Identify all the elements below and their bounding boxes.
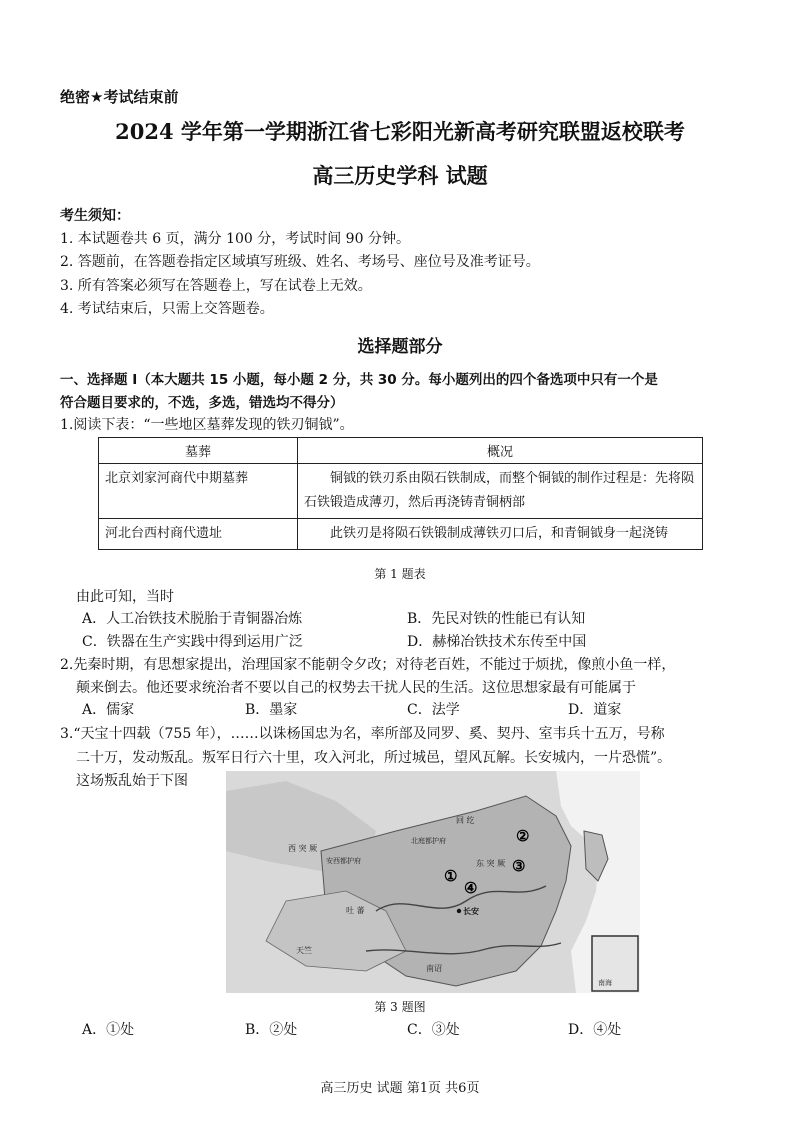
label-west-turk: 西 突 厥 — [288, 844, 318, 853]
option-b[interactable]: B．墨家 — [245, 702, 298, 718]
notice-item: 3. 所有答案必须写在答题卷上，写在试卷上无效。 — [60, 278, 372, 294]
table-header-row — [99, 438, 703, 464]
label-huihe: 回 纥 — [456, 816, 475, 825]
label-tufan: 吐 蕃 — [346, 906, 365, 915]
q2-stem-cont: 颠来倒去。他还要求统治者不要以自己的权势去干扰人民的生活。这位思想家最有可能属于 — [76, 680, 636, 696]
q3-caption: 第 3 题图 — [374, 1000, 426, 1014]
option-d[interactable]: D．④处 — [568, 1022, 622, 1038]
label-anxi: 安西都护府 — [326, 857, 361, 865]
confidential-label: 绝密★考试结束前 — [60, 88, 179, 106]
section-instruction-cont: 符合题目要求的，不选，多选，错选均不得分） — [60, 395, 344, 411]
option-d[interactable]: D．赫梯冶铁技术东传至中国 — [407, 634, 587, 650]
label-beiting: 北庭都护府 — [411, 837, 446, 845]
marker-1: ① — [444, 867, 458, 885]
table-cell: 北京刘家河商代中期墓葬 — [99, 464, 298, 519]
option-b[interactable]: B．先民对铁的性能已有认知 — [407, 611, 586, 627]
table-row — [99, 464, 703, 519]
q2-stem: 2.先秦时期，有思想家提出，治理国家不能朝令夕改；对待老百姓，不能过于烦扰，像煎小鱼一样， — [60, 657, 676, 673]
notice-item: 2. 答题前，在答题卷指定区域填写班级、姓名、考场号、座位号及准考证号。 — [60, 254, 540, 270]
notice-item: 4. 考试结束后，只需上交答题卷。 — [60, 301, 274, 317]
section-title: 选择题部分 — [357, 337, 443, 357]
exam-subtitle: 高三历史学科 试题 — [312, 163, 488, 188]
option-d[interactable]: D．道家 — [568, 702, 622, 718]
section-instruction: 一、选择题 I（本大题共 15 小题，每小题 2 分，共 30 分。每小题列出的四个备选项中只有一个是 — [60, 372, 658, 388]
page-footer: 高三历史 试题 第1页 共6页 — [320, 1081, 480, 1096]
option-a[interactable]: A．儒家 — [82, 702, 135, 718]
option-c[interactable]: C．铁器在生产实践中得到运用广泛 — [82, 634, 303, 650]
q3-stem-end: 这场叛乱始于下图 — [76, 773, 188, 789]
table-row — [99, 519, 703, 550]
label-dongtujue: 东 突 厥 — [476, 859, 506, 868]
table-cell: 铜钺的铁刃系由陨石铁制成，而整个铜钺的制作过程是：先将陨石铁锻造成薄刃，然后再浇铸青铜柄部 — [298, 464, 703, 519]
marker-3: ③ — [512, 857, 526, 875]
option-a[interactable]: A．人工冶铁技术脱胎于青铜器冶炼 — [82, 611, 303, 627]
option-b[interactable]: B．②处 — [245, 1022, 298, 1038]
marker-4: ④ — [464, 879, 478, 897]
q1-lead: 由此可知，当时 — [76, 589, 174, 605]
label-nanzhao: 南诏 — [426, 964, 442, 973]
option-c[interactable]: C．③处 — [407, 1022, 460, 1038]
notice-heading: 考生须知： — [60, 208, 130, 224]
label-tianzhu: 天竺 — [296, 946, 312, 955]
option-a[interactable]: A．①处 — [82, 1022, 135, 1038]
table-header-cell: 概况 — [298, 438, 703, 464]
table-header-cell: 墓葬 — [99, 438, 298, 464]
q1-caption: 第 1 题表 — [374, 567, 426, 581]
tang-dynasty-map — [226, 771, 640, 993]
notice-item: 1. 本试题卷共 6 页，满分 100 分，考试时间 90 分钟。 — [60, 231, 410, 247]
q3-stem: 3.“天宝十四载（755 年），……以诛杨国忠为名，率所部及同罗、奚、契丹、室韦兵十五万，号称 — [60, 726, 665, 742]
option-c[interactable]: C．法学 — [407, 702, 460, 718]
marker-2: ② — [516, 827, 530, 845]
q1-table — [98, 437, 703, 550]
label-nanhai: 南海 — [598, 979, 612, 987]
q1-stem: 1.阅读下表：“一些地区墓葬发现的铁刃铜钺”。 — [60, 417, 354, 433]
label-changan: 长安 — [463, 906, 479, 916]
table-cell: 此铁刃是将陨石铁锻制成薄铁刃口后，和青铜钺身一起浇铸 — [298, 519, 703, 550]
changan-dot — [457, 909, 461, 913]
q3-stem-cont: 二十万，发动叛乱。叛军日行六十里，攻入河北，所过城邑，望风瓦解。长安城内，一片恐慌”。 — [76, 750, 672, 766]
exam-title: 2024 学年第一学期浙江省七彩阳光新高考研究联盟返校联考 — [115, 119, 685, 144]
table-cell: 河北台西村商代遗址 — [99, 519, 298, 550]
